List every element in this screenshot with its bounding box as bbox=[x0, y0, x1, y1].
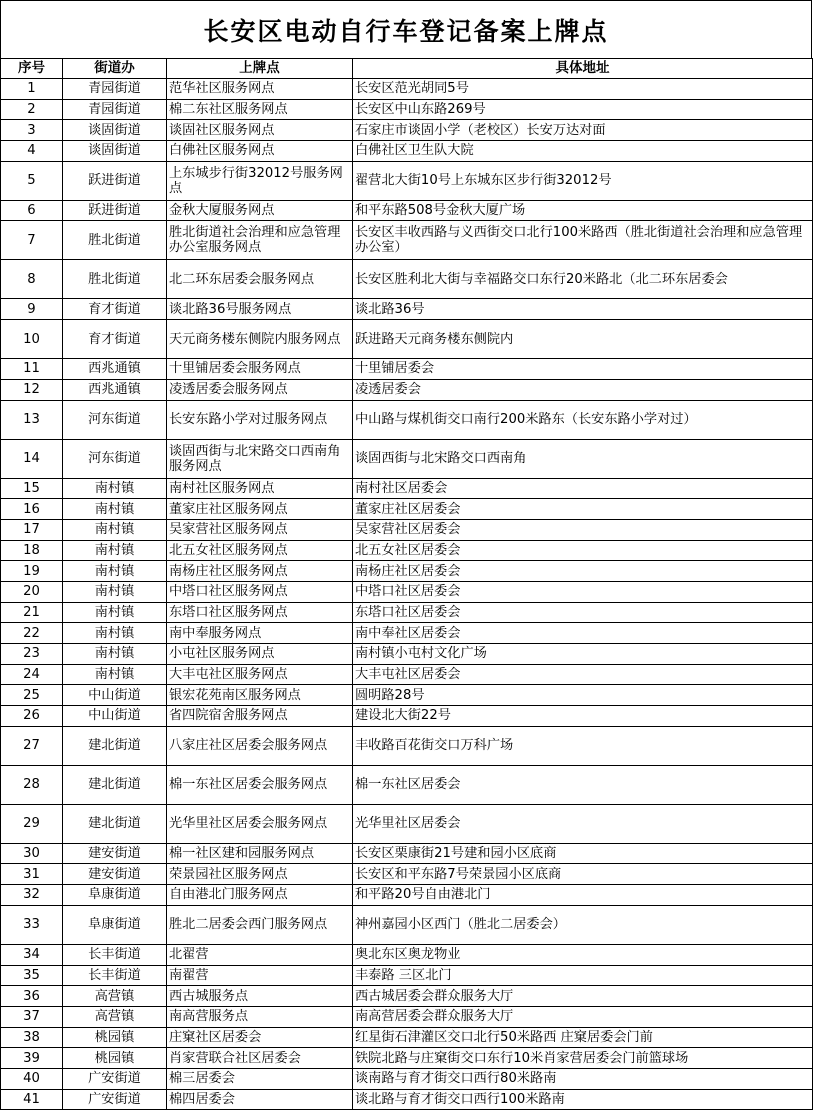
street-office-cell: 胜北街道 bbox=[63, 260, 167, 299]
address-cell: 长安区胜利北大街与幸福路交口东行20米路北（北二环东居委会 bbox=[353, 260, 813, 299]
registration-point-cell: 白佛社区服务网点 bbox=[167, 141, 353, 162]
registration-point-cell: 天元商务楼东侧院内服务网点 bbox=[167, 320, 353, 359]
table-row bbox=[1, 804, 813, 843]
address-cell: 南中奉社区居委会 bbox=[353, 623, 813, 644]
table-row bbox=[1, 1027, 813, 1048]
table-row bbox=[1, 79, 813, 100]
sheet-title: 长安区电动自行车登记备案上牌点 bbox=[0, 0, 812, 58]
table-row bbox=[1, 499, 813, 520]
street-office-cell: 南村镇 bbox=[63, 623, 167, 644]
row-number: 10 bbox=[1, 320, 63, 359]
registration-point-cell: 东塔口社区服务网点 bbox=[167, 602, 353, 623]
row-number: 22 bbox=[1, 623, 63, 644]
street-office-cell: 西兆通镇 bbox=[63, 359, 167, 380]
row-number: 11 bbox=[1, 359, 63, 380]
street-office-cell: 南村镇 bbox=[63, 602, 167, 623]
table-row bbox=[1, 864, 813, 885]
address-cell: 大丰屯社区居委会 bbox=[353, 664, 813, 685]
table-row bbox=[1, 299, 813, 320]
registration-point-cell: 棉四居委会 bbox=[167, 1089, 353, 1110]
address-cell: 中山路与煤机街交口南行200米路东（长安东路小学对过） bbox=[353, 400, 813, 439]
street-office-cell: 南村镇 bbox=[63, 478, 167, 499]
address-cell: 翟营北大街10号上东城东区步行街32012号 bbox=[353, 161, 813, 200]
row-number: 7 bbox=[1, 221, 63, 260]
table-row bbox=[1, 944, 813, 965]
street-office-cell: 高营镇 bbox=[63, 1006, 167, 1027]
registration-point-cell: 小屯社区服务网点 bbox=[167, 644, 353, 665]
row-number: 33 bbox=[1, 905, 63, 944]
street-office-cell: 南村镇 bbox=[63, 540, 167, 561]
row-number: 16 bbox=[1, 499, 63, 520]
registration-point-cell: 十里铺居委会服务网点 bbox=[167, 359, 353, 380]
row-number: 5 bbox=[1, 161, 63, 200]
table-row bbox=[1, 221, 813, 260]
registration-point-cell: 银宏花苑南区服务网点 bbox=[167, 685, 353, 706]
address-cell: 谈南路与育才街交口西行80米路南 bbox=[353, 1068, 813, 1089]
table-body bbox=[1, 79, 813, 1110]
row-number: 30 bbox=[1, 843, 63, 864]
row-number: 23 bbox=[1, 644, 63, 665]
address-cell: 谈北路与育才街交口西行100米路南 bbox=[353, 1089, 813, 1110]
row-number: 3 bbox=[1, 120, 63, 141]
street-office-cell: 桃园镇 bbox=[63, 1027, 167, 1048]
row-number: 19 bbox=[1, 561, 63, 582]
row-number: 37 bbox=[1, 1006, 63, 1027]
street-office-cell: 建北街道 bbox=[63, 804, 167, 843]
street-office-cell: 建安街道 bbox=[63, 864, 167, 885]
table-row bbox=[1, 706, 813, 727]
table-row bbox=[1, 623, 813, 644]
table-row bbox=[1, 400, 813, 439]
table-row bbox=[1, 200, 813, 221]
street-office-cell: 桃园镇 bbox=[63, 1048, 167, 1069]
street-office-cell: 阜康街道 bbox=[63, 905, 167, 944]
registration-point-cell: 北翟营 bbox=[167, 944, 353, 965]
registration-point-cell: 荣景园社区服务网点 bbox=[167, 864, 353, 885]
address-cell: 南高营居委会群众服务大厅 bbox=[353, 1006, 813, 1027]
row-number: 25 bbox=[1, 685, 63, 706]
address-cell: 吴家营社区居委会 bbox=[353, 519, 813, 540]
street-office-cell: 河东街道 bbox=[63, 439, 167, 478]
street-office-cell: 西兆通镇 bbox=[63, 379, 167, 400]
table-row bbox=[1, 664, 813, 685]
registration-point-cell: 南村社区服务网点 bbox=[167, 478, 353, 499]
registration-point-cell: 南翟营 bbox=[167, 965, 353, 986]
row-number: 15 bbox=[1, 478, 63, 499]
table-row bbox=[1, 478, 813, 499]
header-registration-point: 上牌点 bbox=[167, 59, 353, 79]
table-row bbox=[1, 1068, 813, 1089]
registration-point-cell: 南中奉服务网点 bbox=[167, 623, 353, 644]
registration-point-cell: 谈北路36号服务网点 bbox=[167, 299, 353, 320]
registration-point-cell: 棉一东社区居委会服务网点 bbox=[167, 765, 353, 804]
registration-point-cell: 肖家营联合社区居委会 bbox=[167, 1048, 353, 1069]
address-cell: 和平东路508号金秋大厦广场 bbox=[353, 200, 813, 221]
street-office-cell: 南村镇 bbox=[63, 664, 167, 685]
street-office-cell: 谈固街道 bbox=[63, 120, 167, 141]
row-number: 17 bbox=[1, 519, 63, 540]
row-number: 36 bbox=[1, 986, 63, 1007]
address-cell: 东塔口社区居委会 bbox=[353, 602, 813, 623]
street-office-cell: 高营镇 bbox=[63, 986, 167, 1007]
registration-point-cell: 棉三居委会 bbox=[167, 1068, 353, 1089]
row-number: 8 bbox=[1, 260, 63, 299]
row-number: 9 bbox=[1, 299, 63, 320]
street-office-cell: 胜北街道 bbox=[63, 221, 167, 260]
street-office-cell: 谈固街道 bbox=[63, 141, 167, 162]
row-number: 38 bbox=[1, 1027, 63, 1048]
address-cell: 南村社区居委会 bbox=[353, 478, 813, 499]
table-row bbox=[1, 602, 813, 623]
street-office-cell: 南村镇 bbox=[63, 499, 167, 520]
street-office-cell: 青园街道 bbox=[63, 79, 167, 100]
address-cell: 奥北东区奥龙物业 bbox=[353, 944, 813, 965]
registration-point-cell: 董家庄社区服务网点 bbox=[167, 499, 353, 520]
address-cell: 长安区栗康街21号建和园小区底商 bbox=[353, 843, 813, 864]
street-office-cell: 南村镇 bbox=[63, 581, 167, 602]
street-office-cell: 广安街道 bbox=[63, 1089, 167, 1110]
street-office-cell: 建北街道 bbox=[63, 765, 167, 804]
row-number: 41 bbox=[1, 1089, 63, 1110]
address-cell: 凌透居委会 bbox=[353, 379, 813, 400]
table-row bbox=[1, 885, 813, 906]
address-cell: 丰泰路 三区北门 bbox=[353, 965, 813, 986]
street-office-cell: 南村镇 bbox=[63, 644, 167, 665]
registration-point-cell: 谈固西街与北宋路交口西南角服务网点 bbox=[167, 439, 353, 478]
registration-point-cell: 南杨庄社区服务网点 bbox=[167, 561, 353, 582]
table-row bbox=[1, 519, 813, 540]
address-cell: 建设北大街22号 bbox=[353, 706, 813, 727]
row-number: 39 bbox=[1, 1048, 63, 1069]
table-row bbox=[1, 561, 813, 582]
street-office-cell: 跃进街道 bbox=[63, 161, 167, 200]
registration-point-cell: 上东城步行街32012号服务网点 bbox=[167, 161, 353, 200]
registration-point-cell: 凌透居委会服务网点 bbox=[167, 379, 353, 400]
row-number: 21 bbox=[1, 602, 63, 623]
street-office-cell: 建北街道 bbox=[63, 726, 167, 765]
address-cell: 铁院北路与庄窠街交口东行10米肖家营居委会门前篮球场 bbox=[353, 1048, 813, 1069]
registration-point-cell: 八家庄社区居委会服务网点 bbox=[167, 726, 353, 765]
address-cell: 中塔口社区居委会 bbox=[353, 581, 813, 602]
registration-point-cell: 自由港北门服务网点 bbox=[167, 885, 353, 906]
street-office-cell: 中山街道 bbox=[63, 706, 167, 727]
address-cell: 谈固西街与北宋路交口西南角 bbox=[353, 439, 813, 478]
address-cell: 长安区中山东路269号 bbox=[353, 99, 813, 120]
registration-point-cell: 光华里社区居委会服务网点 bbox=[167, 804, 353, 843]
table-row bbox=[1, 726, 813, 765]
table-row bbox=[1, 439, 813, 478]
table-row bbox=[1, 581, 813, 602]
table-row bbox=[1, 843, 813, 864]
address-cell: 棉一东社区居委会 bbox=[353, 765, 813, 804]
row-number: 27 bbox=[1, 726, 63, 765]
address-cell: 圆明路28号 bbox=[353, 685, 813, 706]
street-office-cell: 长丰街道 bbox=[63, 944, 167, 965]
registration-point-cell: 棉二东社区服务网点 bbox=[167, 99, 353, 120]
registration-point-cell: 长安东路小学对过服务网点 bbox=[167, 400, 353, 439]
registration-point-cell: 金秋大厦服务网点 bbox=[167, 200, 353, 221]
header-row bbox=[1, 59, 813, 79]
registration-point-cell: 庄窠社区居委会 bbox=[167, 1027, 353, 1048]
table-row bbox=[1, 1089, 813, 1110]
registration-point-cell: 中塔口社区服务网点 bbox=[167, 581, 353, 602]
row-number: 32 bbox=[1, 885, 63, 906]
address-cell: 西古城居委会群众服务大厅 bbox=[353, 986, 813, 1007]
registration-point-cell: 胜北二居委会西门服务网点 bbox=[167, 905, 353, 944]
row-number: 20 bbox=[1, 581, 63, 602]
table-row bbox=[1, 320, 813, 359]
table-row bbox=[1, 540, 813, 561]
registration-point-cell: 省四院宿舍服务网点 bbox=[167, 706, 353, 727]
registration-points-table bbox=[0, 58, 813, 1110]
street-office-cell: 南村镇 bbox=[63, 519, 167, 540]
street-office-cell: 育才街道 bbox=[63, 299, 167, 320]
table-row bbox=[1, 99, 813, 120]
row-number: 18 bbox=[1, 540, 63, 561]
table-row bbox=[1, 141, 813, 162]
address-cell: 石家庄市谈固小学（老校区）长安万达对面 bbox=[353, 120, 813, 141]
row-number: 14 bbox=[1, 439, 63, 478]
row-number: 26 bbox=[1, 706, 63, 727]
table-row bbox=[1, 905, 813, 944]
address-cell: 南村镇小屯村文化广场 bbox=[353, 644, 813, 665]
table-row bbox=[1, 260, 813, 299]
street-office-cell: 长丰街道 bbox=[63, 965, 167, 986]
registration-point-cell: 西古城服务点 bbox=[167, 986, 353, 1007]
row-number: 1 bbox=[1, 79, 63, 100]
address-cell: 董家庄社区居委会 bbox=[353, 499, 813, 520]
address-cell: 南杨庄社区居委会 bbox=[353, 561, 813, 582]
registration-point-cell: 范华社区服务网点 bbox=[167, 79, 353, 100]
address-cell: 长安区范光胡同5号 bbox=[353, 79, 813, 100]
row-number: 31 bbox=[1, 864, 63, 885]
address-cell: 跃进路天元商务楼东侧院内 bbox=[353, 320, 813, 359]
table-row bbox=[1, 1048, 813, 1069]
table-row bbox=[1, 644, 813, 665]
row-number: 24 bbox=[1, 664, 63, 685]
address-cell: 神州嘉园小区西门（胜北二居委会） bbox=[353, 905, 813, 944]
registration-point-cell: 吴家营社区服务网点 bbox=[167, 519, 353, 540]
registration-point-cell: 谈固社区服务网点 bbox=[167, 120, 353, 141]
table-row bbox=[1, 965, 813, 986]
street-office-cell: 跃进街道 bbox=[63, 200, 167, 221]
registration-point-cell: 棉一社区建和园服务网点 bbox=[167, 843, 353, 864]
row-number: 29 bbox=[1, 804, 63, 843]
address-cell: 红星街石津灌区交口北行50米路西 庄窠居委会门前 bbox=[353, 1027, 813, 1048]
table-row bbox=[1, 161, 813, 200]
street-office-cell: 阜康街道 bbox=[63, 885, 167, 906]
table-row bbox=[1, 765, 813, 804]
header-street-office: 街道办 bbox=[63, 59, 167, 79]
table-row bbox=[1, 359, 813, 380]
street-office-cell: 南村镇 bbox=[63, 561, 167, 582]
street-office-cell: 育才街道 bbox=[63, 320, 167, 359]
address-cell: 光华里社区居委会 bbox=[353, 804, 813, 843]
street-office-cell: 广安街道 bbox=[63, 1068, 167, 1089]
address-cell: 丰收路百花街交口万科广场 bbox=[353, 726, 813, 765]
address-cell: 长安区和平东路7号荣景园小区底商 bbox=[353, 864, 813, 885]
street-office-cell: 建安街道 bbox=[63, 843, 167, 864]
registration-point-cell: 大丰屯社区服务网点 bbox=[167, 664, 353, 685]
address-cell: 白佛社区卫生队大院 bbox=[353, 141, 813, 162]
street-office-cell: 河东街道 bbox=[63, 400, 167, 439]
header-number: 序号 bbox=[1, 59, 63, 79]
row-number: 6 bbox=[1, 200, 63, 221]
registration-point-cell: 胜北街道社会治理和应急管理办公室服务网点 bbox=[167, 221, 353, 260]
row-number: 34 bbox=[1, 944, 63, 965]
registration-point-cell: 北二环东居委会服务网点 bbox=[167, 260, 353, 299]
address-cell: 十里铺居委会 bbox=[353, 359, 813, 380]
address-cell: 长安区丰收西路与义西街交口北行100米路西（胜北街道社会治理和应急管理办公室） bbox=[353, 221, 813, 260]
row-number: 2 bbox=[1, 99, 63, 120]
row-number: 35 bbox=[1, 965, 63, 986]
street-office-cell: 青园街道 bbox=[63, 99, 167, 120]
address-cell: 北五女社区居委会 bbox=[353, 540, 813, 561]
address-cell: 和平路20号自由港北门 bbox=[353, 885, 813, 906]
registration-point-cell: 南高营服务点 bbox=[167, 1006, 353, 1027]
table-row bbox=[1, 986, 813, 1007]
row-number: 40 bbox=[1, 1068, 63, 1089]
street-office-cell: 中山街道 bbox=[63, 685, 167, 706]
row-number: 28 bbox=[1, 765, 63, 804]
row-number: 12 bbox=[1, 379, 63, 400]
table-row bbox=[1, 120, 813, 141]
address-cell: 谈北路36号 bbox=[353, 299, 813, 320]
table-row bbox=[1, 379, 813, 400]
table-row bbox=[1, 1006, 813, 1027]
registration-point-cell: 北五女社区服务网点 bbox=[167, 540, 353, 561]
row-number: 13 bbox=[1, 400, 63, 439]
row-number: 4 bbox=[1, 141, 63, 162]
table-row bbox=[1, 685, 813, 706]
header-address: 具体地址 bbox=[353, 59, 813, 79]
